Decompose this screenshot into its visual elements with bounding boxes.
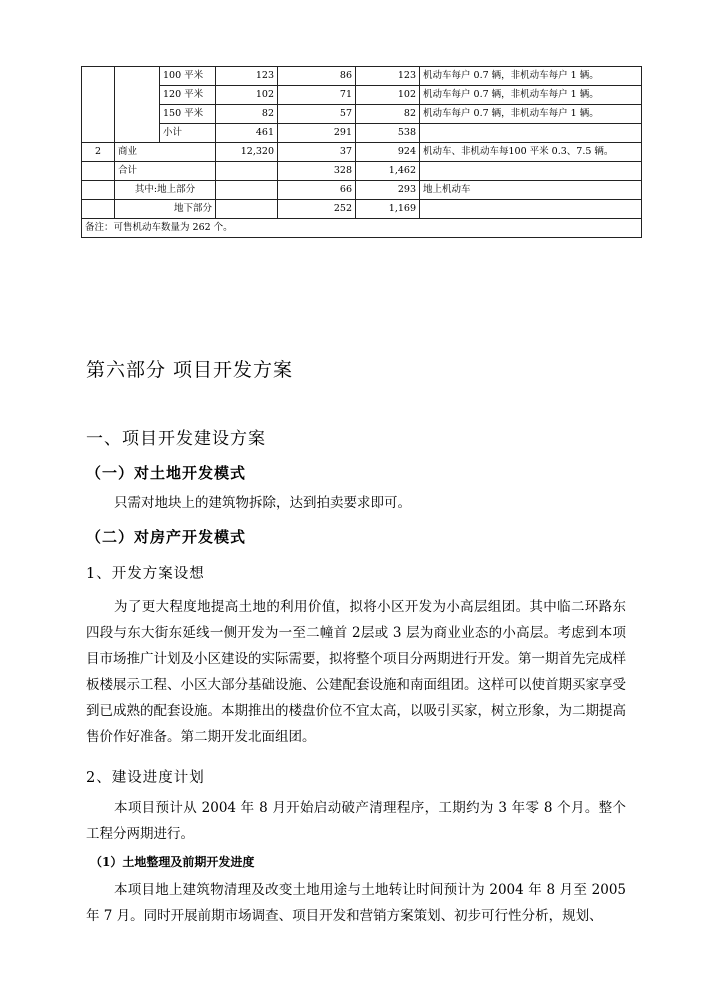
table-row [82,200,642,219]
table-cell: 合计 [115,162,216,181]
land-mode-paragraph: 只需对地块上的建筑物拆除，达到拍卖要求即可。 [114,495,411,511]
table-cell: 地下部分 [115,200,216,219]
land-prep-paragraph: 本项目地上建筑物清理及改变土地用途与土地转让时间预计为 2004 年 8 月至 2005 年 7 月。同时开展前期市场调查、项目开发和营销方案策划、初步可行性分析，规划、 [86,882,626,924]
table-cell: 2 [82,143,115,162]
table-cell: 机动车每户 0.7 辆，非机动车每户 1 辆。 [420,67,642,86]
table-cell: 37 [278,143,356,162]
property-mode-heading: （二）对房产开发模式 [86,528,247,546]
table-cell: 293 [356,181,420,200]
table-row [82,143,642,162]
table-cell: 252 [278,200,356,219]
table-cell [115,67,160,143]
table-cell: 150 平米 [160,105,216,124]
table-cell: 291 [278,124,356,143]
table-cell: 82 [356,105,420,124]
table-row [82,124,642,143]
table-cell: 328 [278,162,356,181]
table-cell: 461 [216,124,278,143]
table-cell: 地上机动车 [420,181,642,200]
table-row [82,105,642,124]
table-row [82,219,642,238]
table-cell: 100 平米 [160,67,216,86]
table-cell: 120 平米 [160,86,216,105]
table-cell [420,124,642,143]
table-cell: 小计 [160,124,216,143]
table-cell: 71 [278,86,356,105]
table-cell: 1,169 [356,200,420,219]
table-cell [82,200,115,219]
table-cell: 123 [216,67,278,86]
table-cell: 102 [356,86,420,105]
table-cell [82,162,115,181]
table-cell: 86 [278,67,356,86]
table-cell [216,162,278,181]
schedule-paragraph: 本项目预计从 2004 年 8 月开始启动破产清理程序，工期约为 3 年零 8 个月。整个工程分两期进行。 [86,800,626,842]
table-cell: 商业 [115,143,216,162]
table-cell: 538 [356,124,420,143]
table-cell: 924 [356,143,420,162]
table-cell [420,200,642,219]
table-row [82,67,642,86]
table-row [82,181,642,200]
parking-table [81,66,642,238]
table-cell [420,162,642,181]
table-cell: 82 [216,105,278,124]
table-row [82,162,642,181]
table-cell: 机动车、非机动车每100 平米 0.3、7.5 辆。 [420,143,642,162]
subsection-heading: 一、项目开发建设方案 [86,429,266,449]
table-cell [216,200,278,219]
table-cell: 123 [356,67,420,86]
plan-paragraph: 为了更大程度地提高土地的利用价值，拟将小区开发为小高层组团。其中临二环路东四段与东大街东延线一侧开发为一至二幢首 2层或 3 层为商业业态的小高层。考虑到本项目市场推广计划及小区建设的实际需要，拟将整个项目分两期进行开发。第一期首先完成样板楼展示工程、小区大部分基础设施、公建配套设施和南面组团。这样可以使首期买家享受到已成熟的配套设施。本期推出的楼盘价位不宜太高，以吸引买家，树立形象，为二期提高售价作好准备。第二期开发北面组团。 [86,599,626,745]
land-prep-heading: （1）土地整理及前期开发进度 [90,855,255,869]
table-cell [82,181,115,200]
table-cell: 12,320 [216,143,278,162]
table-cell [82,67,115,143]
table-remark: 备注：可售机动车数量为 262 个。 [82,219,642,238]
table-cell [216,181,278,200]
table-cell: 57 [278,105,356,124]
table-cell: 1,462 [356,162,420,181]
land-mode-heading: （一）对土地开发模式 [86,464,247,482]
schedule-heading: 2、建设进度计划 [86,770,205,786]
table-cell: 102 [216,86,278,105]
table-cell: 66 [278,181,356,200]
plan-heading: 1、开发方案设想 [86,566,205,582]
section-title: 第六部分 项目开发方案 [86,359,294,381]
table-cell: 机动车每户 0.7 辆，非机动车每户 1 辆。 [420,86,642,105]
table-cell: 机动车每户 0.7 辆，非机动车每户 1 辆。 [420,105,642,124]
table-cell: 其中:地上部分 [115,181,216,200]
table-row [82,86,642,105]
